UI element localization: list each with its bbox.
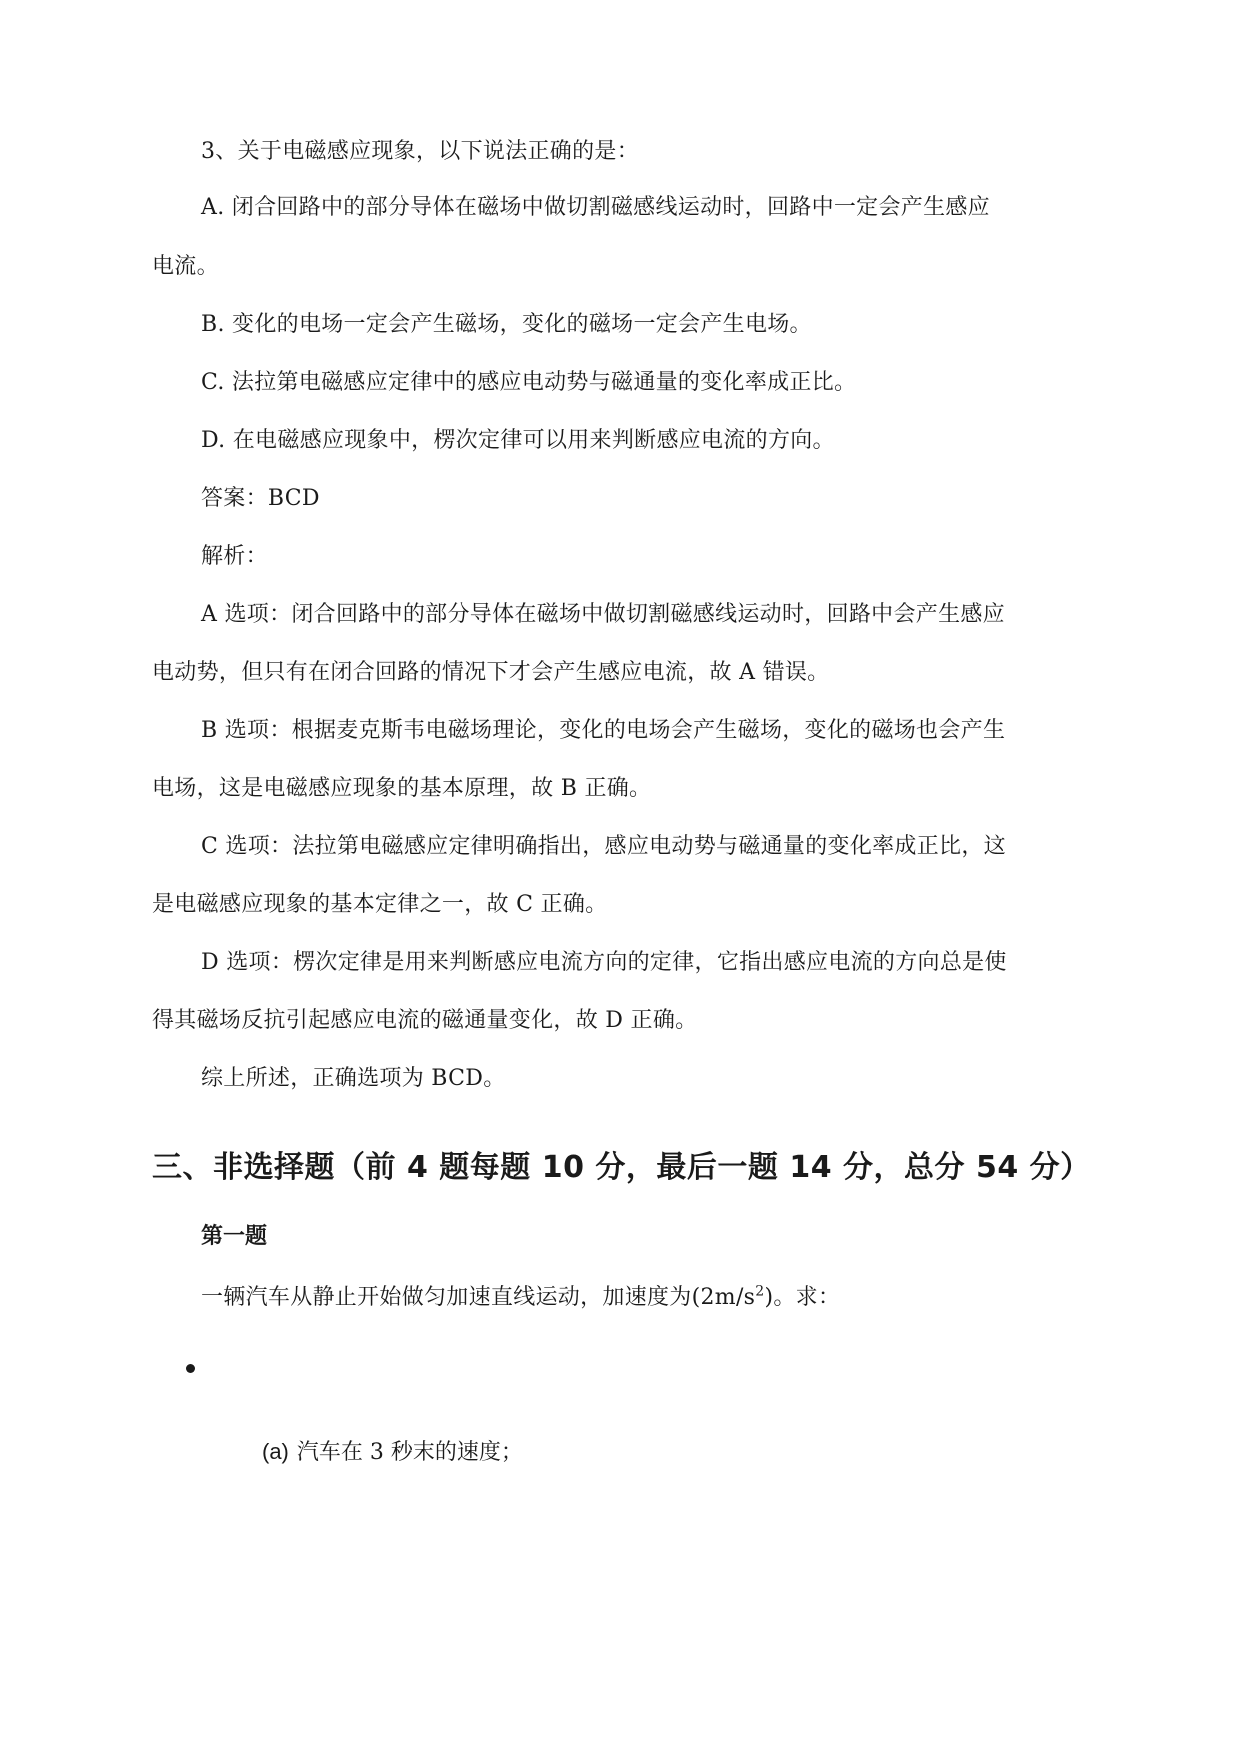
analysis-label: 解析： [201,544,268,569]
formula-base: (2m/s [691,1285,756,1310]
question-1-stem [201,1283,840,1313]
sub-a-text: 汽车在 3 秒末的速度； [296,1440,523,1465]
question-1-stem-tail: 。求： [773,1285,841,1310]
analysis-b-line-2: 电场，这是电磁感应现象的基本原理，故 B 正确。 [152,776,652,801]
section-3-heading: 三、非选择题（前 4 题每题 10 分，最后一题 14 分，总分 54 分） [152,1150,1091,1185]
analysis-a-line-2: 电动势，但只有在闭合回路的情况下才会产生感应电流，故 A 错误。 [152,660,830,685]
analysis-c-line-1: C 选项：法拉第电磁感应定律明确指出，感应电动势与磁通量的变化率成正比，这 [201,834,1006,859]
analysis-c-line-2: 是电磁感应现象的基本定律之一，故 C 正确。 [152,892,608,917]
question-1-stem-text: 一辆汽车从静止开始做匀加速直线运动，加速度为 [201,1285,692,1310]
analysis-b-line-1: B 选项：根据麦克斯韦电磁场理论，变化的电场会产生磁场，变化的磁场也会产生 [201,718,1006,743]
option-c: C. 法拉第电磁感应定律中的感应电动势与磁通量的变化率成正比。 [201,370,857,395]
answer-line: 答案：BCD [201,486,320,511]
question-3-stem: 3、关于电磁感应现象，以下说法正确的是： [201,139,639,164]
question-1-title: 第一题 [201,1224,268,1249]
summary-line: 综上所述，正确选项为 BCD。 [201,1066,506,1091]
analysis-d-line-2: 得其磁场反抗引起感应电流的磁通量变化，故 D 正确。 [152,1008,698,1033]
option-b: B. 变化的电场一定会产生磁场，变化的磁场一定会产生电场。 [201,312,812,337]
analysis-d-line-1: D 选项：楞次定律是用来判断感应电流方向的定律，它指出感应电流的方向总是使 [201,950,1007,975]
bullet-dot-icon [186,1364,195,1373]
option-d: D. 在电磁感应现象中，楞次定律可以用来判断感应电流的方向。 [201,428,835,453]
option-a-line-2: 电流。 [152,254,219,279]
option-a-line-1: A. 闭合回路中的部分导体在磁场中做切割磁感线运动时，回路中一定会产生感应 [201,195,990,220]
question-1-sub-a [262,1437,523,1468]
analysis-a-line-1: A 选项：闭合回路中的部分导体在磁场中做切割磁感线运动时，回路中会产生感应 [201,602,1005,627]
acceleration-formula [692,1285,774,1310]
formula-close: ) [764,1285,774,1310]
formula-exponent: 2 [755,1283,765,1300]
sub-a-marker: (a) [262,1439,289,1464]
